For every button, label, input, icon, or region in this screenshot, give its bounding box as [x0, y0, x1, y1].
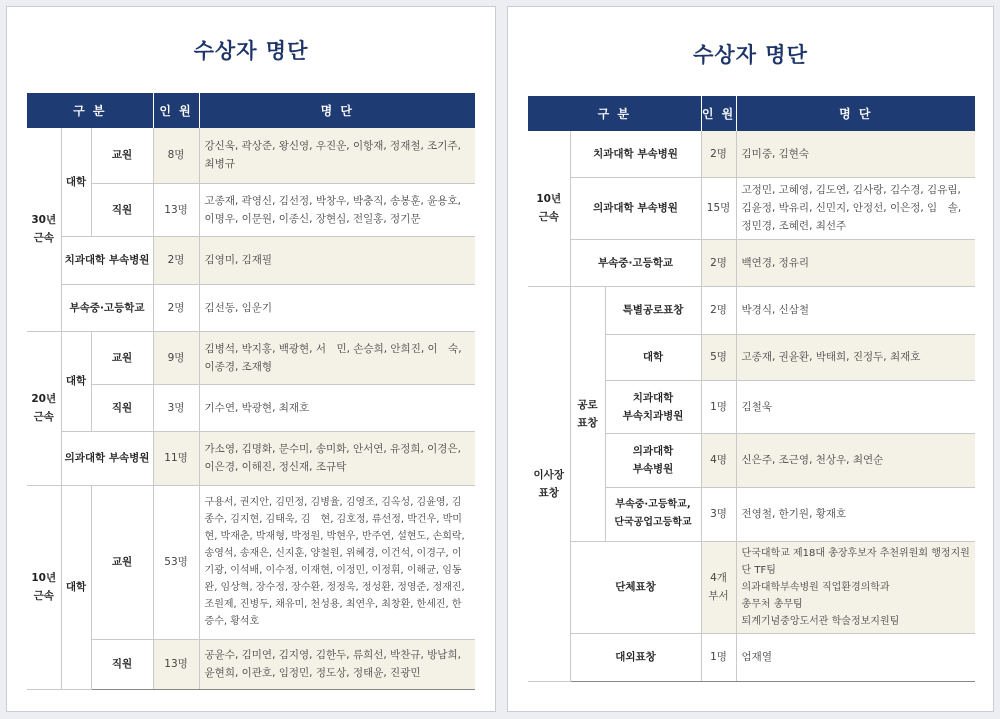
names-cell: 공윤수, 김미연, 김지영, 김한두, 류희선, 박찬규, 방남희, 윤현희, 이관호, 임정민, 정도상, 정태윤, 진광민: [199, 639, 475, 689]
names-cell: 박경식, 신삼철: [736, 286, 975, 334]
count-cell: 5명: [701, 334, 736, 380]
group-merit-award: 공로 표창: [570, 286, 605, 542]
right-page: [507, 6, 994, 712]
table-row: [27, 284, 475, 331]
names-cell: 엄재열: [736, 633, 975, 681]
table-row: [528, 239, 975, 286]
awardee-table-left: [27, 93, 475, 690]
names-cell: 백연경, 정유리: [736, 239, 975, 286]
staff-label-20: 직원: [91, 384, 153, 431]
table-header-row: [27, 93, 475, 128]
header-count: 인 원: [701, 96, 736, 131]
count-cell: 2명: [701, 286, 736, 334]
count-cell: 3명: [701, 487, 736, 541]
names-cell: 김병석, 박지홍, 백광현, 서 민, 손승희, 안희진, 이 숙, 이종경, 조재형: [199, 331, 475, 384]
table-row: [528, 286, 975, 334]
faculty-label-10: 교원: [91, 485, 153, 639]
names-cell: 고종재, 곽영신, 김선정, 박창우, 박충직, 송봉훈, 윤용호, 이명우, 이문원, 이종신, 장현심, 전일홍, 정기문: [199, 183, 475, 236]
count-cell: 1명: [701, 380, 736, 433]
group-10-years: 10년 근속: [27, 485, 61, 689]
dental-hospital-label: 치과대학 부속병원: [570, 131, 701, 177]
schools-label-30: 부속중·고등학교: [61, 284, 153, 331]
right-page-title: 수상자 명단: [693, 42, 808, 67]
count-cell: 13명: [153, 639, 199, 689]
group-10-years: 10년 근속: [528, 131, 570, 286]
awardee-table-right: [528, 96, 975, 682]
names-cell: 구용서, 권지안, 김민정, 김병율, 김영조, 김옥성, 김윤영, 김종수, 김지현, 김태욱, 김 현, 김호정, 류선정, 박건우, 박미현, 박재춘, 박재형, 박정원, 박현우, 반주연, 설현도, 손희락, 송영석, 송재은, 신지훈, 양철원, 위혜경, 이건석, 이경구, 이기광, 이석배, 이수정, 이재현, 이정민, 이정휘, 이해균, 임동완, 임상혁, 장수정, 장수환, 정정욱, 정성환, 정영준, 정재진, 조원제, 진병두, 채유미, 천성용, 최연우, 최창환, 한세진, 한증수, 황석호: [199, 485, 475, 639]
count-cell: 2명: [701, 131, 736, 177]
table-row: [27, 639, 475, 689]
table-row: [528, 131, 975, 177]
header-category: 구 분: [528, 96, 701, 131]
group-chairman-award: 이사장 표창: [528, 286, 570, 681]
header-names: 명 단: [736, 96, 975, 131]
names-cell: 단국대학교 제18대 총장후보자 추천위원회 행정지원단 TF팀 의과대학부속병원 직업환경의학과 총무처 총무팀 퇴계기념중앙도서관 학술정보지원팀: [736, 542, 975, 634]
header-count: 인 원: [153, 93, 199, 128]
header-names: 명 단: [199, 93, 475, 128]
univ-label-20: 대학: [61, 331, 91, 431]
names-cell: 고종재, 권윤환, 박태희, 진정두, 최재호: [736, 334, 975, 380]
staff-label-10: 직원: [91, 639, 153, 689]
names-cell: 강신욱, 곽상준, 왕신영, 우진운, 이항재, 정재철, 조기주, 최병규: [199, 128, 475, 183]
univ-label-30: 대학: [61, 128, 91, 236]
table-row: [27, 183, 475, 236]
names-cell: 고정민, 고혜영, 김도연, 김사랑, 김수경, 김유림, 김윤정, 박유리, 신민지, 안정선, 이은정, 임 솔, 정민경, 조혜련, 최선주: [736, 177, 975, 239]
table-row: [27, 236, 475, 284]
names-cell: 김철욱: [736, 380, 975, 433]
count-cell: 4개 부서: [701, 542, 736, 634]
schools-label: 부속중·고등학교: [570, 239, 701, 286]
count-cell: 13명: [153, 183, 199, 236]
group-20-years: 20년 근속: [27, 331, 61, 485]
staff-label-30: 직원: [91, 183, 153, 236]
count-cell: 3명: [153, 384, 199, 431]
external-award-label: 대외표창: [570, 633, 701, 681]
dental-hospital-label-30: 치과대학 부속병원: [61, 236, 153, 284]
names-cell: 김선동, 임운기: [199, 284, 475, 331]
table-row: [528, 633, 975, 681]
medical-hospital-label: 의과대학 부속병원: [570, 177, 701, 239]
univ-label-10: 대학: [61, 485, 91, 689]
table-row: [27, 331, 475, 384]
table-row: [27, 485, 475, 639]
names-cell: 전영철, 한기원, 황재호: [736, 487, 975, 541]
table-header-row: [528, 96, 975, 131]
left-page-title: 수상자 명단: [193, 38, 309, 63]
medical-hosp-label: 의과대학 부속병원: [605, 433, 701, 487]
table-row: [528, 542, 975, 634]
univ-label: 대학: [605, 334, 701, 380]
count-cell: 1명: [701, 633, 736, 681]
header-category: 구 분: [27, 93, 153, 128]
names-cell: 기수연, 박광현, 최재호: [199, 384, 475, 431]
table-row: [27, 431, 475, 485]
medical-hospital-label-20: 의과대학 부속병원: [61, 431, 153, 485]
table-row: [528, 177, 975, 239]
count-cell: 9명: [153, 331, 199, 384]
count-cell: 2명: [701, 239, 736, 286]
schools-tech-label: 부속중·고등학교, 단국공업고등학교: [605, 487, 701, 541]
faculty-label-20: 교원: [91, 331, 153, 384]
count-cell: 11명: [153, 431, 199, 485]
faculty-label-30: 교원: [91, 128, 153, 183]
dental-hosp-label: 치과대학 부속치과병원: [605, 380, 701, 433]
group-award-label: 단체표창: [570, 542, 701, 634]
table-row: [27, 128, 475, 183]
count-cell: 2명: [153, 236, 199, 284]
count-cell: 8명: [153, 128, 199, 183]
count-cell: 4명: [701, 433, 736, 487]
names-cell: 신은주, 조근영, 천상우, 최연순: [736, 433, 975, 487]
count-cell: 15명: [701, 177, 736, 239]
left-page: [6, 6, 496, 712]
count-cell: 2명: [153, 284, 199, 331]
names-cell: 김영미, 김재필: [199, 236, 475, 284]
count-cell: 53명: [153, 485, 199, 639]
names-cell: 가소영, 김명화, 문수미, 송미화, 안서연, 유정희, 이경은, 이은경, 이해진, 정신재, 조규탁: [199, 431, 475, 485]
table-row: [27, 384, 475, 431]
special-merit-label: 특별공로표창: [605, 286, 701, 334]
names-cell: 김미중, 김현숙: [736, 131, 975, 177]
group-30-years: 30년 근속: [27, 128, 61, 331]
